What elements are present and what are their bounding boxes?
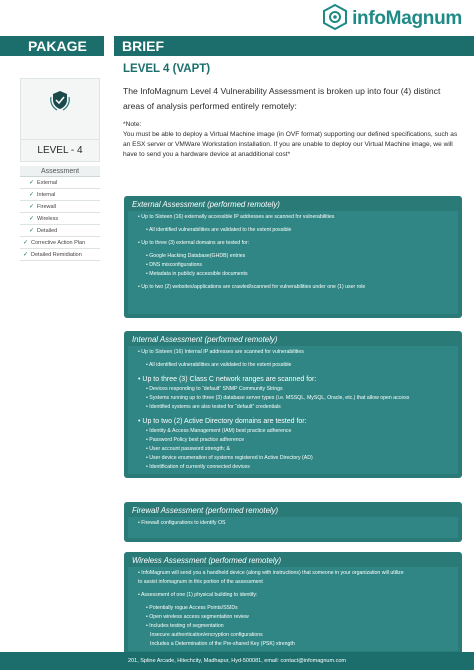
internal-assessment-title: Internal Assessment (performed remotely) bbox=[132, 335, 278, 344]
internal-item: • Identity & Access Management (IAM) best practice adherence bbox=[146, 428, 292, 434]
check-icon: ✓ bbox=[29, 180, 35, 186]
sidebar-item-wireless: ✓ Wireless bbox=[20, 213, 100, 225]
sidebar-item-firewall: ✓ Firewall bbox=[20, 201, 100, 213]
wireless-assessment-panel bbox=[124, 552, 462, 655]
wireless-item: Includes a Determination of the Pre-shared Key (PSK) strength bbox=[150, 641, 295, 647]
wireless-item: • Includes testing of segmentation bbox=[146, 623, 224, 629]
wireless-item: to assist infomagnum in this portion of the assessment bbox=[138, 579, 263, 585]
external-assessment-title: External Assessment (performed remotely) bbox=[132, 200, 280, 209]
wireless-assessment-title: Wireless Assessment (performed remotely) bbox=[132, 556, 282, 565]
wireless-item: • Assessment of one (1) physical building to identify: bbox=[138, 592, 258, 598]
check-icon: ✓ bbox=[29, 204, 35, 210]
note-block bbox=[123, 120, 463, 160]
external-item: • Metadata in publicly accessible documents bbox=[146, 271, 248, 277]
external-item: • Google Hacking Database(GHDB) entries bbox=[146, 253, 246, 259]
external-item: • All identified vulnerabilities are validated to the extent possible bbox=[146, 227, 292, 233]
page-title: LEVEL 4 (VAPT) bbox=[123, 63, 211, 75]
external-item: • Up to three (3) external domains are tested for: bbox=[138, 240, 250, 246]
check-icon: ✓ bbox=[23, 252, 29, 258]
sidebar bbox=[20, 78, 100, 261]
firewall-assessment-panel bbox=[124, 502, 462, 542]
external-item: • Up to two (2) websites/applications are crawled/scanned for vulnerabilities under one (1) user role bbox=[138, 284, 366, 290]
internal-item: • Identification of currently connected devices bbox=[146, 464, 250, 470]
firewall-item: • Firewall configurations to identify OS bbox=[138, 520, 226, 526]
internal-item: • Devices responding to “default” SNMP Community Strings bbox=[146, 386, 283, 392]
page-footer: 201, Spline Arcade, Hitechcity, Madhapur, Hyd-500081, email: contact@infomagnum.com bbox=[0, 652, 474, 670]
wireless-item: Insecure authentication/encryption configurations bbox=[150, 632, 263, 638]
internal-item: • User account password strength; & bbox=[146, 446, 230, 452]
internal-item: • All identified vulnerabilities are validated to the extent possible bbox=[146, 362, 292, 368]
check-icon: ✓ bbox=[29, 192, 35, 198]
firewall-assessment-title: Firewall Assessment (performed remotely) bbox=[132, 506, 279, 515]
sidebar-item-detailed-remidiation: ✓ Detailed Remidiation bbox=[20, 249, 100, 261]
internal-item: • Password Policy best practice adherence bbox=[146, 437, 245, 443]
level-badge bbox=[20, 78, 100, 140]
main-content bbox=[123, 62, 463, 160]
hexagon-logo-icon bbox=[322, 4, 348, 35]
sidebar-item-internal: ✓ Internal bbox=[20, 189, 100, 201]
internal-item: • User device enumeration of systems registered in Active Directory (AD) bbox=[146, 455, 313, 461]
shield-laurel-icon bbox=[21, 87, 99, 113]
internal-assessment-panel bbox=[124, 331, 462, 478]
external-item: • DNS misconfigurations bbox=[146, 262, 203, 268]
tab-package: PAKAGE bbox=[0, 36, 104, 56]
sidebar-item-corrective-action-plan: ✓ Corrective Action Plan bbox=[20, 237, 100, 249]
internal-item: • Systems running up to three (3) database server types (i.e. MSSQL, MySQL, Oracle, etc.) that allow open access bbox=[146, 395, 410, 401]
brand-logo[interactable] bbox=[322, 6, 462, 32]
external-item: • Up to Sixteen (16) externally accessible IP addresses are scanned for vulnerabilities bbox=[138, 214, 335, 220]
internal-item: • Up to three (3) Class C network ranges are scanned for: bbox=[138, 376, 317, 383]
internal-item: • Identified systems are also tested for “default” credentials bbox=[146, 404, 281, 410]
note-label: *Note: bbox=[123, 121, 142, 128]
check-icon: ✓ bbox=[23, 240, 29, 246]
intro-paragraph: The InfoMagnum Level 4 Vulnerability Assessment is broken up into four (4) distinct areas of analysis performed entirely remotely: bbox=[123, 86, 441, 111]
external-assessment-panel bbox=[124, 196, 462, 318]
sidebar-item-detailed: ✓ Detailed bbox=[20, 225, 100, 237]
check-icon: ✓ bbox=[29, 216, 35, 222]
top-header bbox=[0, 0, 474, 36]
tab-brief: BRIEF bbox=[114, 36, 474, 56]
wireless-item: • InfoMagnum will send you a handheld device (along with instructions) that someone in your organization will utilize bbox=[138, 570, 404, 576]
level-label: LEVEL - 4 bbox=[20, 140, 100, 162]
check-icon: ✓ bbox=[29, 228, 35, 234]
assessment-heading: Assessment bbox=[20, 166, 100, 177]
internal-item: • Up to two (2) Active Directory domains are tested for: bbox=[138, 418, 307, 425]
sidebar-item-external: ✓ External bbox=[20, 177, 100, 189]
internal-item: • Up to Sixteen (16) Internal IP addresses are scanned for vulnerabilities bbox=[138, 349, 304, 355]
wireless-item: • Potentially rogue Access Points/SSIDs bbox=[146, 605, 238, 611]
brand-name: infoMagnum bbox=[352, 8, 462, 29]
wireless-item: • Open wireless access segmentation review bbox=[146, 614, 249, 620]
note-text: You must be able to deploy a Virtual Machine image (in OVF format) supporting our defined specifications, such as an ESX server or VMWare Workstation installation. If you are unable to deploy our Virtual Machine image, we will have to send you a hardware device at anadditional cost* bbox=[123, 131, 458, 158]
